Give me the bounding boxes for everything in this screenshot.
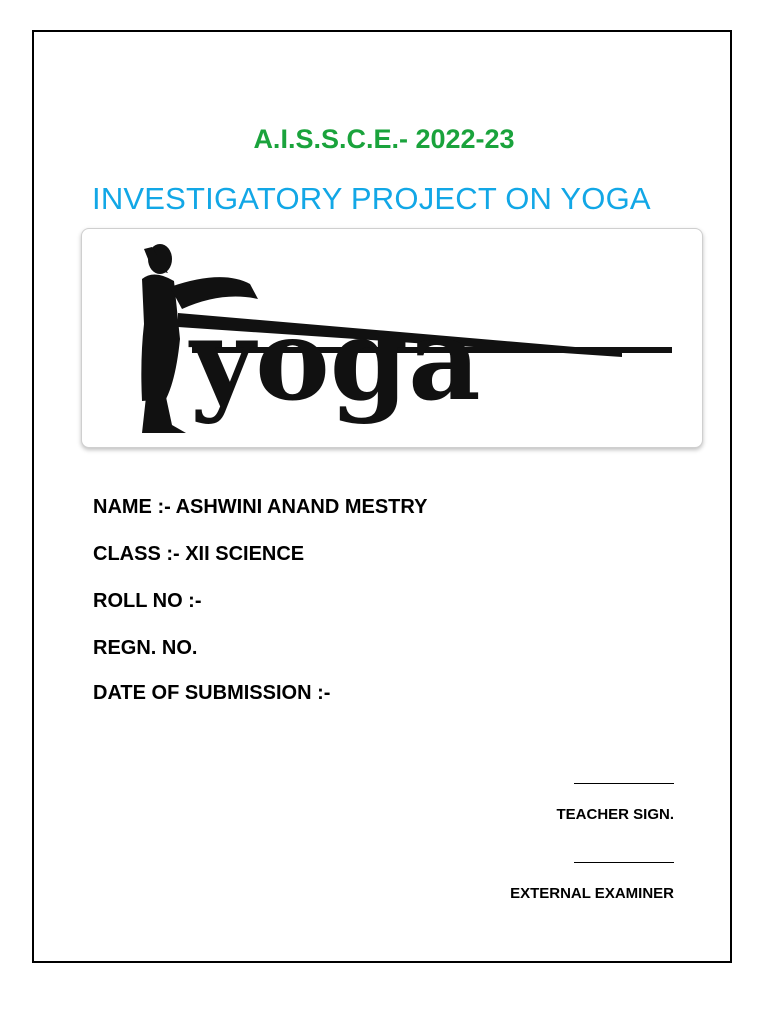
external-signature-line <box>574 862 674 863</box>
teacher-signature-line <box>574 783 674 784</box>
regn-no-field: REGN. NO. <box>93 637 198 659</box>
date-of-submission-field: DATE OF SUBMISSION :- <box>93 682 331 704</box>
logo-word: yoga <box>190 295 481 426</box>
name-field: NAME :- ASHWINI ANAND MESTRY <box>93 496 428 518</box>
figure-standing-leg <box>142 397 186 433</box>
class-field: CLASS :- XII SCIENCE <box>93 543 305 565</box>
teacher-sign-label: TEACHER SIGN. <box>556 806 674 823</box>
external-examiner-label: EXTERNAL EXAMINER <box>510 885 674 902</box>
yoga-logo-graphic <box>82 229 703 448</box>
yoga-logo-image <box>81 228 703 448</box>
exam-title: A.I.S.S.C.E.- 2022-23 <box>253 124 515 154</box>
roll-no-field: ROLL NO :- <box>93 590 202 612</box>
project-title: INVESTIGATORY PROJECT ON YOGA <box>92 181 651 216</box>
